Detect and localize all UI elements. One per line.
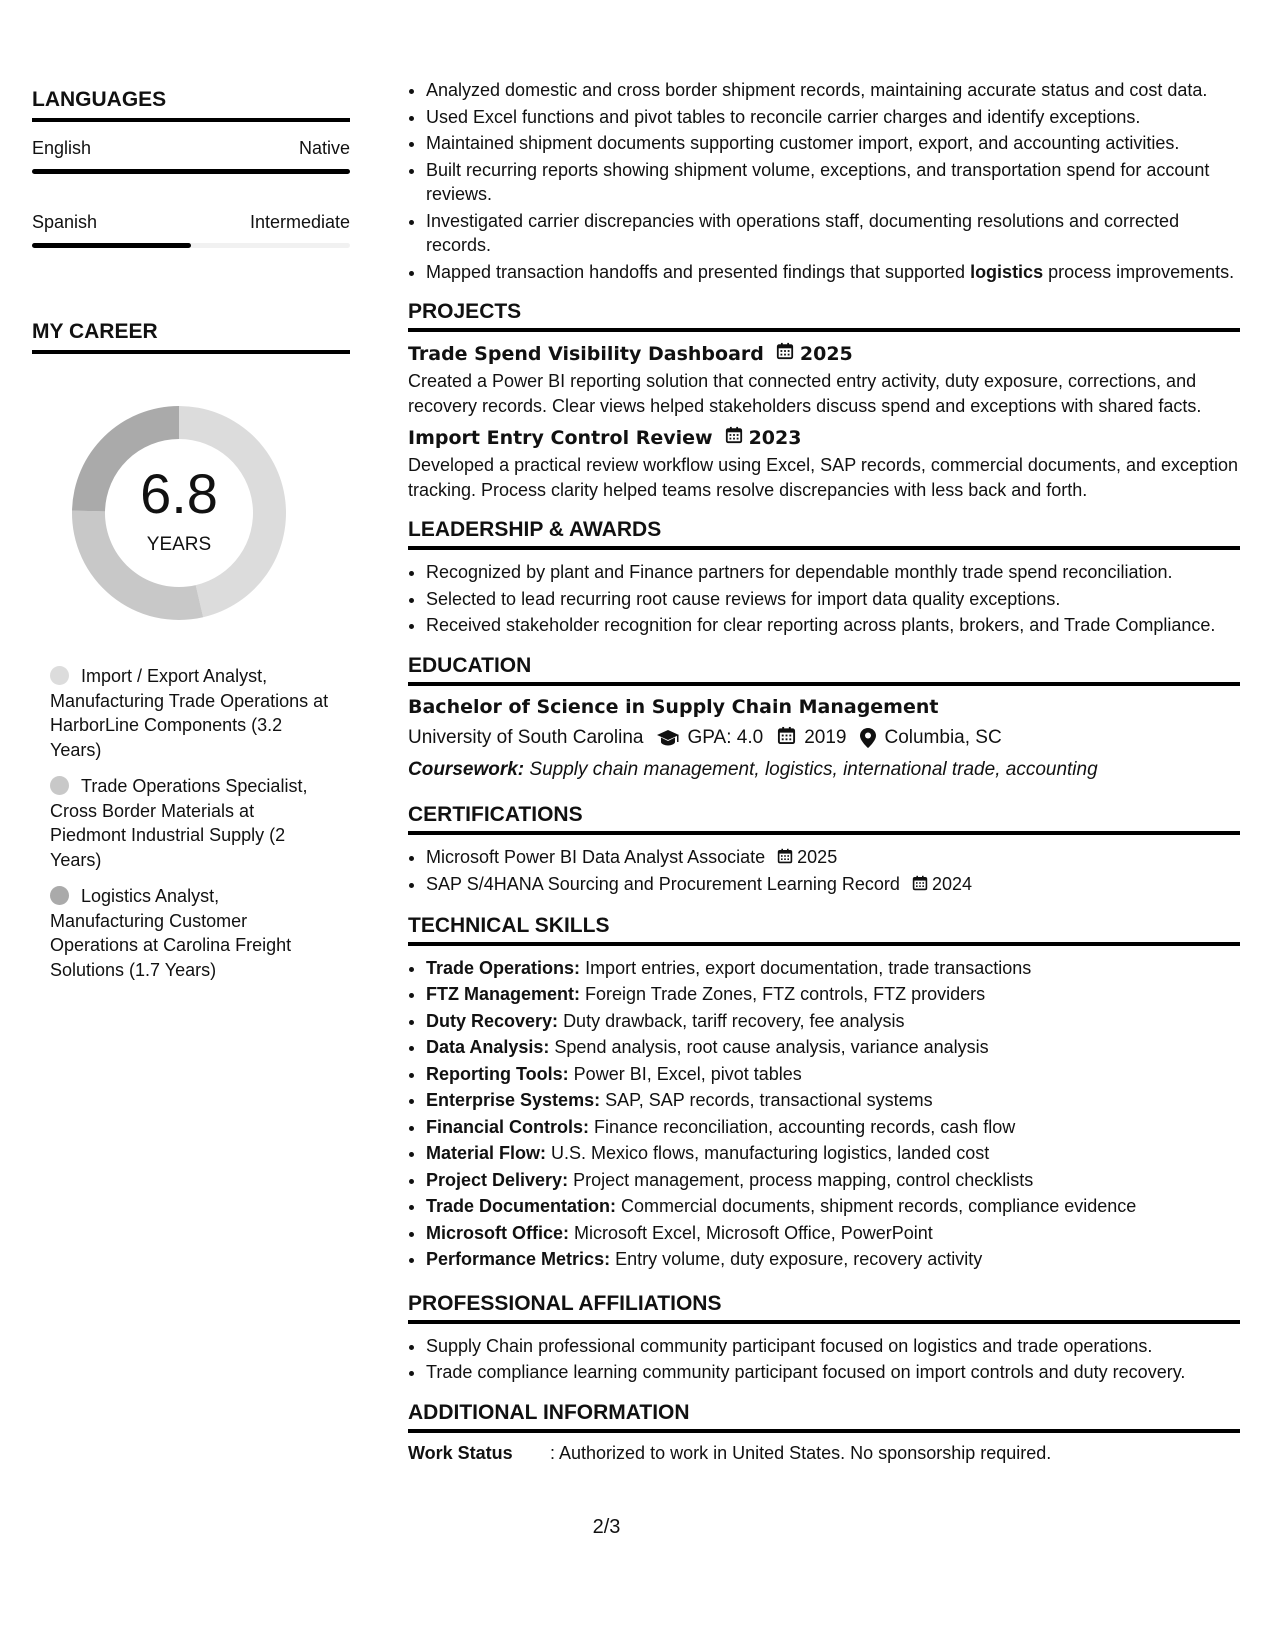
role-color-dot — [50, 886, 69, 905]
language-name: English — [32, 138, 92, 158]
skill-value: Foreign Trade Zones, FTZ controls, FTZ providers — [585, 984, 986, 1004]
work-status-row — [408, 1443, 1240, 1464]
skill-label: Performance Metrics: — [426, 1249, 611, 1269]
education-item — [408, 696, 1240, 781]
skill-value: Spend analysis, root cause analysis, variance analysis — [554, 1037, 989, 1057]
certifications-list — [408, 845, 1240, 898]
project-year: 2025 — [799, 342, 853, 365]
experience-bullet-list — [408, 78, 1240, 284]
skill-label: Data Analysis: — [426, 1037, 550, 1057]
skill-item — [426, 1141, 1240, 1166]
experience-bullet: • Built recurring reports showing shipment volume, exceptions, and transportation spend for account reviews. — [426, 158, 1240, 207]
leadership-item: • Recognized by plant and Finance partners for dependable monthly trade spend reconciliation. — [426, 560, 1240, 585]
skill-item — [426, 1035, 1240, 1060]
career-years-unit: YEARS — [146, 534, 212, 555]
project-item — [408, 426, 1240, 502]
skill-item — [426, 1009, 1240, 1034]
skill-value: U.S. Mexico flows, manufacturing logistics, landed cost — [551, 1143, 990, 1163]
skill-label: Microsoft Office: — [426, 1222, 570, 1243]
language-proficiency-bar — [32, 169, 350, 174]
education-location: Columbia, SC — [884, 727, 1002, 748]
skill-item — [426, 956, 1240, 981]
bullet-text: Mapped transaction handoffs and presented findings that supported — [426, 261, 971, 282]
affiliations-heading: PROFESSIONAL AFFILIATIONS — [408, 1292, 1240, 1324]
affiliation-item: • Trade compliance learning community participant focused on import controls and duty recovery. — [426, 1360, 1240, 1385]
coursework — [408, 759, 1240, 781]
skill-label: Duty Recovery: — [426, 1010, 559, 1031]
career-role-item — [50, 664, 332, 762]
certifications-heading: CERTIFICATIONS — [408, 803, 1240, 835]
language-proficiency-bar — [32, 243, 350, 248]
skill-value: Microsoft Excel, Microsoft Office, PowerPoint — [574, 1222, 933, 1243]
skill-value: Import entries, export documentation, trade transactions — [585, 957, 1032, 978]
skill-label: Financial Controls: — [426, 1116, 590, 1137]
career-role-label: Trade Operations Specialist, Cross Border Materials at Piedmont Industrial Supply (2 Years) — [50, 776, 308, 870]
certification-year: 2024 — [931, 874, 972, 894]
project-year: 2023 — [748, 426, 802, 449]
skill-value: Project management, process mapping, control checklists — [573, 1169, 1034, 1190]
skill-item — [426, 1168, 1240, 1193]
left-column — [32, 88, 350, 994]
leadership-list — [408, 560, 1240, 638]
certification-item — [426, 872, 1240, 898]
experience-bullet: • Maintained shipment documents supporting customer import, export, and accounting activities. — [426, 131, 1240, 156]
calendar-icon — [777, 846, 793, 871]
leadership-item: • Received stakeholder recognition for clear reporting across plants, brokers, and Trade Compliance. — [426, 613, 1240, 638]
certification-item — [426, 845, 1240, 871]
skill-value: SAP, SAP records, transactional systems — [605, 1090, 933, 1110]
career-heading: MY CAREER — [32, 320, 350, 354]
role-color-dot — [50, 776, 69, 795]
map-pin-icon — [860, 728, 876, 748]
language-proficiency-fill — [32, 169, 350, 174]
experience-bullet — [426, 260, 1240, 285]
career-role-list — [50, 664, 350, 982]
right-column — [408, 78, 1240, 1464]
project-description: Created a Power BI reporting solution that connected entry activity, duty exposure, corrections, and recovery records. Clear views helped stakeholders discuss spend and exceptions with shared facts. — [408, 371, 1202, 416]
language-item — [32, 138, 350, 174]
skill-label: Enterprise Systems: — [426, 1090, 601, 1110]
skill-label: Material Flow: — [426, 1143, 547, 1163]
calendar-icon — [777, 726, 796, 751]
skill-item — [426, 1088, 1240, 1113]
leadership-heading: LEADERSHIP & AWARDS — [408, 518, 1240, 550]
education-heading: EDUCATION — [408, 654, 1240, 686]
skill-item — [426, 1221, 1240, 1246]
skill-label: Reporting Tools: — [426, 1063, 569, 1084]
skill-label: Trade Operations: — [426, 957, 581, 978]
work-status-value: : Authorized to work in United States. No sponsorship required. — [550, 1442, 1052, 1463]
calendar-icon — [912, 873, 928, 898]
language-level: Intermediate — [249, 212, 350, 232]
experience-bullet: • Investigated carrier discrepancies with operations staff, documenting resolutions and corrected records. — [426, 209, 1240, 258]
skills-heading: TECHNICAL SKILLS — [408, 914, 1240, 946]
career-total-years: 6.8 — [140, 462, 218, 525]
skill-value: Duty drawback, tariff recovery, fee analysis — [563, 1010, 905, 1031]
calendar-icon — [776, 342, 794, 365]
skill-label: Trade Documentation: — [426, 1196, 617, 1216]
project-title: Import Entry Control Review — [408, 426, 713, 449]
languages-heading: LANGUAGES — [32, 88, 350, 122]
graduation-year: 2019 — [804, 727, 847, 748]
language-name: Spanish — [32, 212, 98, 232]
skill-value: Entry volume, duty exposure, recovery activity — [615, 1249, 983, 1269]
language-proficiency-fill — [32, 243, 191, 248]
skill-item — [426, 1062, 1240, 1087]
language-item — [32, 212, 350, 248]
graduation-cap-icon — [656, 729, 680, 747]
certification-name: Microsoft Power BI Data Analyst Associate — [426, 846, 766, 867]
certification-name: SAP S/4HANA Sourcing and Procurement Learning Record — [426, 874, 900, 894]
career-role-label: Logistics Analyst, Manufacturing Customer Operations at Carolina Freight Solutions (1.7 Years) — [50, 886, 292, 980]
page-number: 2/3 — [592, 1516, 621, 1538]
projects-heading: PROJECTS — [408, 300, 1240, 332]
experience-bullet: • Analyzed domestic and cross border shipment records, maintaining accurate status and cost data. — [426, 78, 1240, 103]
project-description: Developed a practical review workflow using Excel, SAP records, commercial documents, and exception tracking. Process clarity helped teams resolve discrepancies with less back and forth. — [408, 455, 1239, 500]
skill-value: Finance reconciliation, accounting records, cash flow — [594, 1116, 1016, 1137]
skills-list — [408, 956, 1240, 1272]
gpa: GPA: 4.0 — [687, 727, 764, 748]
bullet-text: process improvements. — [1043, 261, 1235, 282]
skill-item — [426, 1194, 1240, 1219]
language-level: Native — [298, 138, 350, 158]
degree-title: Bachelor of Science in Supply Chain Management — [408, 695, 939, 718]
experience-bullet: • Used Excel functions and pivot tables to reconcile carrier charges and identify exceptions. — [426, 105, 1240, 130]
skill-value: Commercial documents, shipment records, compliance evidence — [621, 1196, 1137, 1216]
coursework-label: Coursework: — [408, 758, 525, 780]
project-item — [408, 342, 1240, 418]
skill-label: Project Delivery: — [426, 1169, 569, 1190]
project-title: Trade Spend Visibility Dashboard — [408, 342, 764, 365]
additional-heading: ADDITIONAL INFORMATION — [408, 1401, 1240, 1433]
career-role-label: Import / Export Analyst, Manufacturing Trade Operations at HarborLine Components (3.2 Years) — [50, 666, 329, 760]
skill-label: FTZ Management: — [426, 984, 581, 1004]
affiliation-item: • Supply Chain professional community participant focused on logistics and trade operations. — [426, 1334, 1240, 1359]
skill-item — [426, 1115, 1240, 1140]
bullet-keyword: logistics — [970, 261, 1044, 282]
role-color-dot — [50, 666, 69, 685]
career-donut-chart — [64, 398, 294, 628]
donut-segment — [72, 511, 203, 620]
career-role-item — [50, 774, 332, 872]
leadership-item: • Selected to lead recurring root cause reviews for import data quality exceptions. — [426, 587, 1240, 612]
work-status-label: Work Status — [408, 1442, 513, 1463]
certification-year: 2025 — [797, 846, 838, 867]
coursework-text: Supply chain management, logistics, international trade, accounting — [529, 758, 1098, 780]
skill-item — [426, 982, 1240, 1007]
career-role-item — [50, 884, 332, 982]
skill-value: Power BI, Excel, pivot tables — [573, 1063, 802, 1084]
calendar-icon — [725, 426, 743, 449]
affiliations-list — [408, 1334, 1240, 1385]
school-name: University of South Carolina — [408, 727, 644, 748]
skill-item — [426, 1247, 1240, 1272]
